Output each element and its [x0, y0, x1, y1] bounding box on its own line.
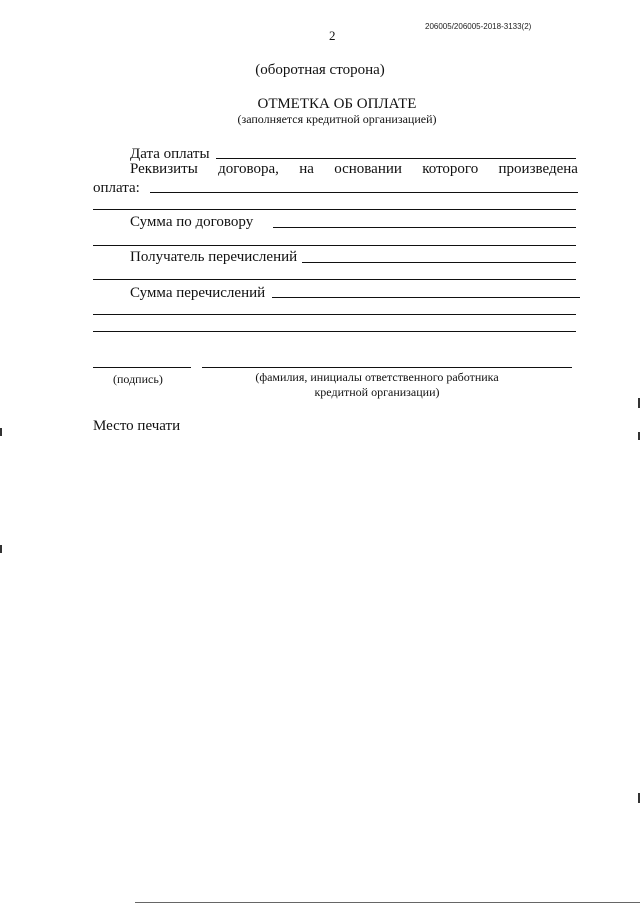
contract-sum-line[interactable] [273, 227, 576, 228]
details-word: основании [334, 161, 402, 177]
name-caption-line2: кредитной организации) [314, 385, 440, 399]
form-subtitle: (заполняется кредитной организацией) [237, 112, 437, 126]
contract-sum-line-2[interactable] [93, 245, 576, 246]
recipient-line-2[interactable] [93, 279, 576, 280]
name-line[interactable] [202, 367, 572, 368]
recipient-label: Получатель перечислений [130, 249, 298, 265]
name-caption-line1: (фамилия, инициалы ответственного работника [255, 370, 499, 384]
signature-line[interactable] [93, 367, 191, 368]
details-label-line1 [130, 160, 578, 178]
transfer-sum-line-3[interactable] [93, 331, 576, 332]
payment-date-line[interactable] [216, 158, 576, 159]
recipient-line[interactable] [302, 262, 576, 263]
scan-edge-mark [0, 428, 2, 436]
details-word: на [299, 161, 314, 177]
stamp-place: Место печати [93, 418, 181, 434]
details-line-2[interactable] [93, 209, 576, 210]
payment-date-label: Дата оплаты [130, 146, 210, 162]
scan-bottom-edge [135, 902, 640, 903]
transfer-sum-line-2[interactable] [93, 314, 576, 315]
transfer-sum-label: Сумма перечислений [130, 285, 266, 301]
form-title: ОТМЕТКА ОБ ОПЛАТЕ [257, 96, 417, 112]
scan-edge-mark [0, 545, 2, 553]
details-word: договора, [218, 161, 279, 177]
details-word: Реквизиты [130, 161, 198, 177]
page-number: 2 [329, 28, 336, 43]
details-line-1[interactable] [150, 192, 578, 193]
transfer-sum-line[interactable] [272, 297, 580, 298]
details-label-line2: оплата: [93, 180, 140, 196]
details-word: произведена [498, 161, 578, 177]
signature-caption: (подпись) [113, 372, 163, 386]
contract-sum-label: Сумма по договору [130, 214, 254, 230]
side-label: (оборотная сторона) [255, 62, 385, 78]
document-id: 206005/206005-2018-3133(2) [425, 22, 532, 31]
details-word: которого [422, 161, 479, 177]
